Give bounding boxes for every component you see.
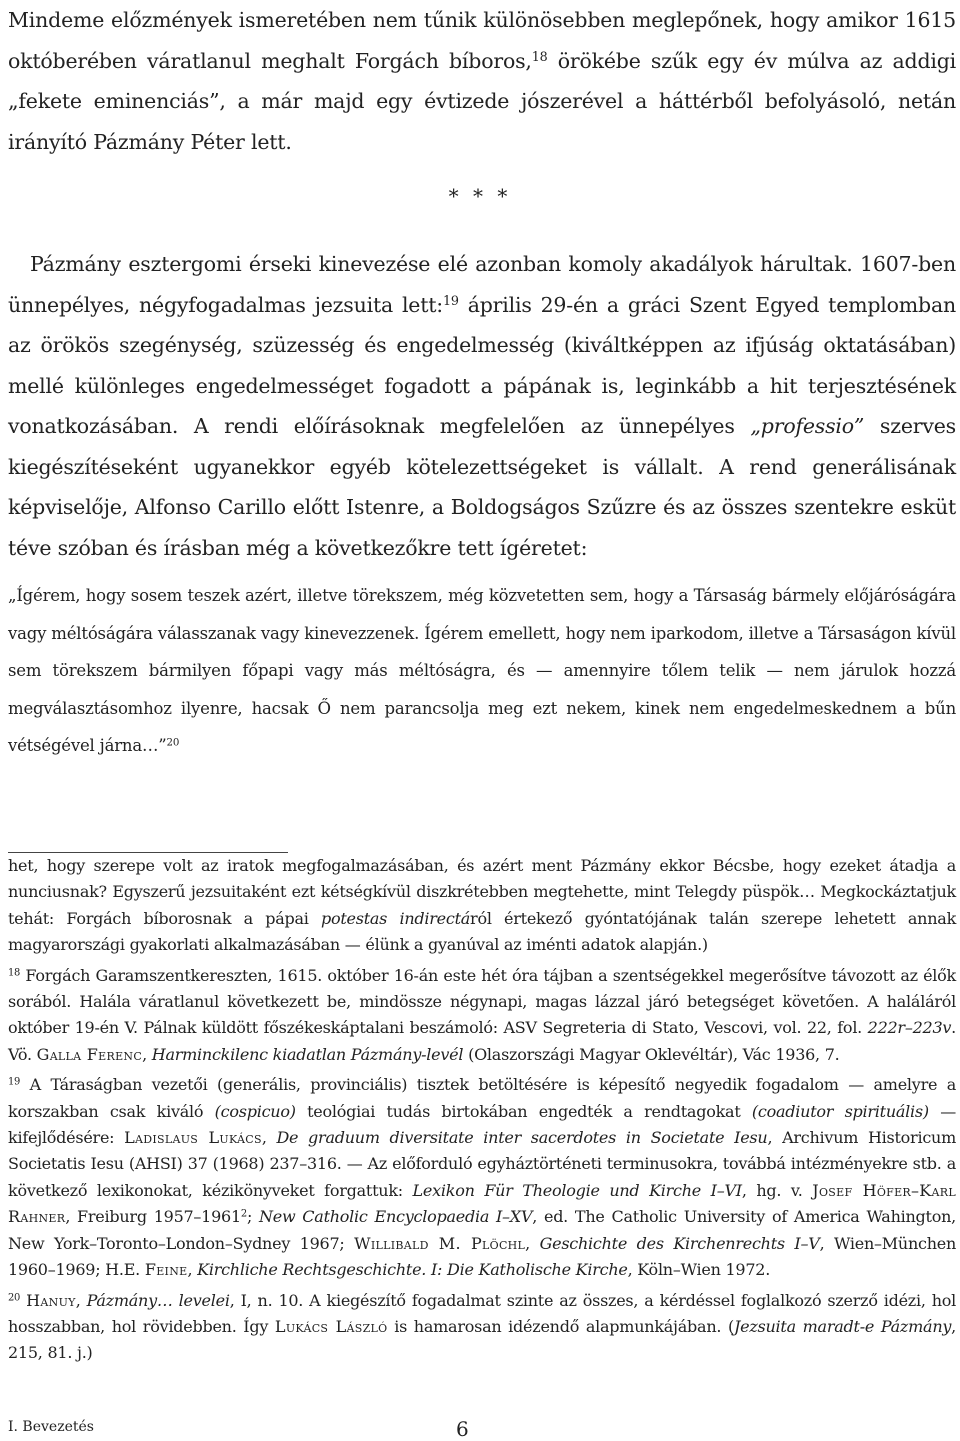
footnote-18: $^{18}$ Forgách Garamszentkereszten, 1615. október 16-án este hét óra tájban a szentségekkel megerősítve távozott az élők sorából. Halála váratlanul következett be, mindössze négynapi, magas lázzal járó betegséget követően. A haláláról október 19-én V. Pálnak küldött főszékeskáptalani beszámoló: ASV Segreteria di Stato, Vescovi, vol. 22, fol. 222r–223v. Vö. Galla Ferenc, Harminckilenc kiadatlan Pázmány-levél (Olaszországi Magyar Oklevéltár), Vác 1936, 7. — [8, 965, 956, 1064]
footnote-ref-20[interactable]: 20 — [166, 737, 180, 749]
book-title: New Catholic Encyclopaedia I–XV — [258, 1207, 533, 1227]
footnote-ref-18[interactable]: 18 — [531, 48, 548, 64]
footnote-ref-19[interactable]: 19 — [443, 292, 459, 308]
footnote-20: $^{20}$ Hanuy, Pázmány… levelei, I, n. 10. A kiegészítő fogadalmat szinte az összes, a kérdéssel foglalkozó szerző idézi, hol hosszabban, hol rövidebben. Így Lukács László is hamarosan idézendő alapmunkájában. (Jezsuita maradt-e Pázmány, 215, 81. j.) — [8, 1290, 957, 1363]
footnotes — [8, 853, 956, 1367]
footnote-19: $^{19}$ A Táraságban vezetői (generális, provinciális) tisztek betöltésére is képesítő negyedik fogadalom — amelyre a korszakban csak kiváló (cospicuo) teológiai tudás birtokában engedték a rendtagokat (coadiutor spirituális) — kifejlődésére: Ladislaus Lukács, De graduum diversitate inter sacerdotes in Societate Iesu, Archivum Historicum Societatis Iesu (AHSI) 37 (1968) 237–316. — Az előforduló egyháztörténeti terminusokra, továbbá intézményekre stb. a következő lexikonokat, kézikönyveket forgattuk: Lexikon Für Theologie und Kirche I–VI, hg. v. Josef Höfer–Karl Rahner, Freiburg 1957–1961$^2$; New Catholic Encyclopaedia I–XV, ed. The Catholic University of America Wahington, New York–Toronto–London–Sydney 1967; Willibald M. Plöchl, Geschichte des Kirchenrechts I–V, Wien–München 1960–1969; H.E. Feine, Kirchliche Rechtsgeschichte. I: Die Katholische Kirche, Köln–Wien 1972. — [8, 1075, 957, 1280]
running-footer-section: I. Bevezetés — [8, 1419, 94, 1435]
block-quote-vow: „Ígérem, hogy sosem teszek azért, illetve törekszem, még közvetetten sem, hogy a Társaság bármely előjáróságára vagy méltóságára válasszanak vagy kinevezzenek. Ígérem emellett, hogy nem iparkodom, illetve a Társaságon kívül sem törekszem bármilyen főpapi vagy más méltóságra, és — amennyire tőlem telik — nem járulok hozzá megválasztásomhoz ilyenre, hacsak Ő nem parancsolja meg ezt nekem, kinek nem engedelmeskednem a bűn vétségével járna…”$^{20}$ — [8, 586, 956, 755]
footnote-number: 19 — [8, 1076, 21, 1088]
author-name: Galla Ferenc — [36, 1044, 143, 1064]
book-title: Jezsuita maradt-e Pázmány — [733, 1316, 952, 1336]
footnote-number: 18 — [8, 967, 21, 979]
author-name: Feine — [144, 1260, 188, 1280]
page-number: 6 — [456, 1417, 469, 1441]
section-separator: * * * — [448, 184, 512, 208]
author-name: Ladislaus Lukács — [124, 1128, 262, 1148]
book-title: De graduum diversitate inter sacerdotes in Societate Iesu — [276, 1128, 768, 1148]
paragraph-pazmany-appointment: Pázmány esztergomi érseki kinevezése elé azonban komoly akadályok hárultak. 1607-ben ünnepélyes, négyfogadalmas jezsuita lett:$^{19}$ április 29-én a gráci Szent Egyed templomban az örökös szegénység, szüzesség és engedelmesség (kiváltképpen az ifjúság oktatásában) mellé különleges engedelmességet fogadott a pápának is, leginkább a hit terjesztésének vonatkozásában. A rendi előírásoknak megfelelően az ünnepélyes „professio” szerves kiegészítéseként ugyanekkor egyéb kötelezettségeket is vállalt. A rend generálisának képviselője, Alfonso Carillo előtt Istenre, a Boldogságos Szűzre és az összes szentekre esküt téve szóban és írásban még a következőkre tett ígéretet: — [8, 252, 956, 560]
author-name: Willibald M. Plöchl — [354, 1233, 526, 1253]
footnote-number: 20 — [8, 1292, 21, 1304]
author-name: Hanuy — [26, 1290, 76, 1310]
book-title: Harminckilenc kiadatlan Pázmány-levél — [151, 1044, 464, 1064]
paragraph-forgach-death: Mindeme előzmények ismeretében nem tűnik különösebben meglepőnek, hogy amikor 1615 októberében váratlanul meghalt Forgách bíboros,$^{18}$ örökébe szűk egy év múlva az addigi „fekete eminenciás”, a már majd egy évtizede jószerével a háttérből befolyásoló, netán irányító Pázmány Péter lett. — [8, 8, 957, 154]
author-name: Lukács László — [274, 1316, 388, 1336]
book-title: Geschichte des Kirchenrechts I–V — [539, 1233, 820, 1253]
book-title: Lexikon Für Theologie und Kirche I–VI — [412, 1180, 742, 1200]
author-name: Josef Höfer–Karl Rahner — [8, 1180, 956, 1227]
book-title: Kirchliche Rechtsgeschichte. I: Die Katholische Kirche — [197, 1260, 628, 1280]
book-title: Pázmány… levelei — [86, 1290, 230, 1310]
footnote-continued: het, hogy szerepe volt az iratok megfogalmazásában, és azért ment Pázmány ekkor Bécsbe, hogy ezeket átadja a nunciusnak? Egyszerű jezsuitaként ezt kétségkívül diszkrétebben megtehette, mint Telegdy püspök… Megkockáztatjuk tehát: Forgách bíborosnak a pápai potestas indirectáról értekező gyóntatójának talán szerepe lehetett annak magyarországi gyakorlati alkalmazásában — élünk a gyanúval az iménti adatok alapján.) — [8, 856, 957, 955]
